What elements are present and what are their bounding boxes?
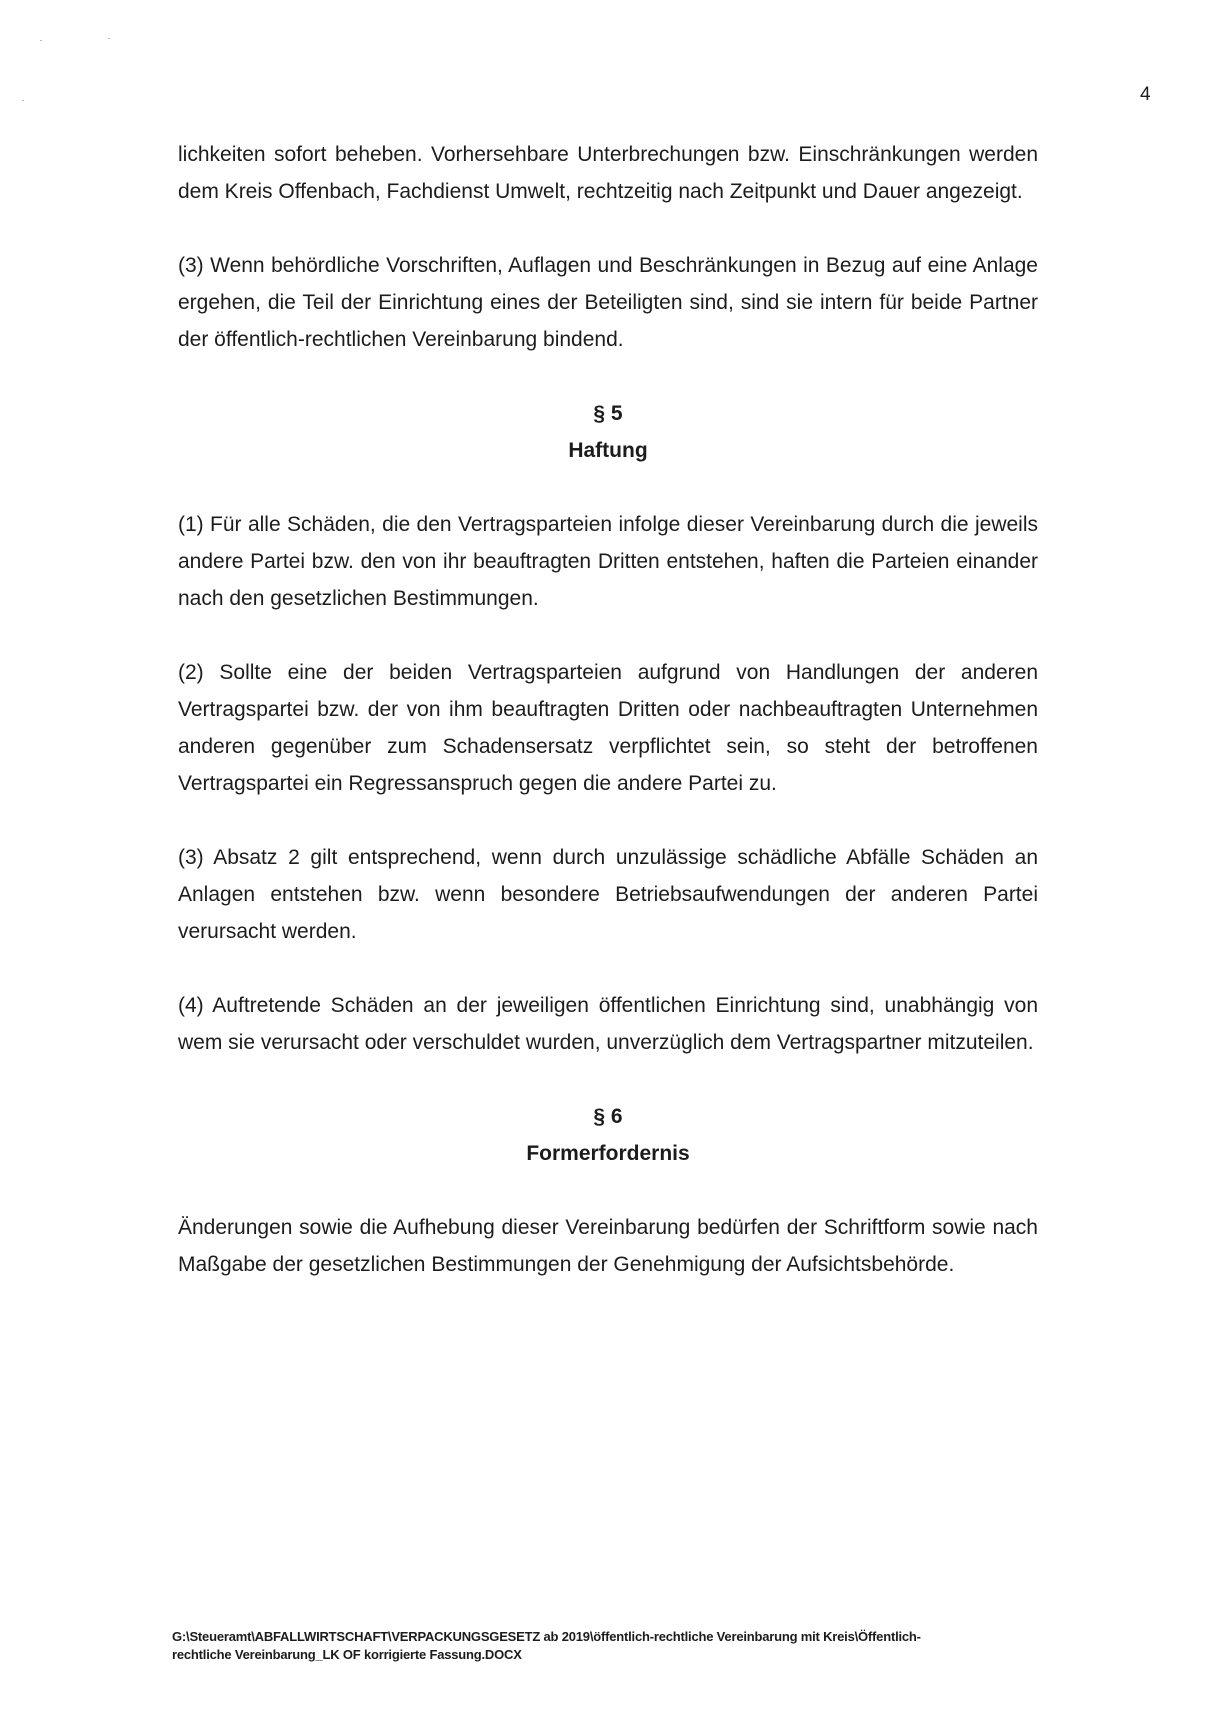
file-path-footer	[172, 1628, 1072, 1664]
scan-speck	[40, 40, 42, 41]
footer-line-2: rechtliche Vereinbarung_LK OF korrigierte Fassung.DOCX	[172, 1647, 522, 1662]
paragraph-continuation: lichkeiten sofort beheben. Vorhersehbare Unterbrechungen bzw. Einschränkungen werden dem Kreis Offenbach, Fachdienst Umwelt, rechtzeitig nach Zeitpunkt und Dauer angezeigt.	[178, 143, 1038, 203]
section-6-title: Formerfordernis	[526, 1142, 690, 1165]
scan-speck	[22, 100, 24, 101]
page-number: 4	[1140, 84, 1151, 105]
paragraph-5-2: (2) Sollte eine der beiden Vertragsparteien aufgrund von Handlungen der anderen Vertragspartei bzw. der von ihm beauftragten Dritten oder nachbeauftragten Unternehmen anderen gegenüber zum Schadensersatz verpflichtet sein, so steht der betroffenen Vertragspartei ein Regressanspruch gegen die andere Partei zu.	[178, 661, 1038, 795]
footer-line-1: G:\Steueramt\ABFALLWIRTSCHAFT\VERPACKUNGSGESETZ ab 2019\öffentlich-rechtliche Vereinbarung mit Kreis\Öffentlich-	[172, 1629, 921, 1644]
document-body	[178, 136, 1038, 1283]
paragraph-6: Änderungen sowie die Aufhebung dieser Vereinbarung bedürfen der Schriftform sowie nach Maßgabe der gesetzlichen Bestimmungen der Genehmigung der Aufsichtsbehörde.	[178, 1216, 1038, 1276]
paragraph-4-3: (3) Wenn behördliche Vorschriften, Auflagen und Beschränkungen in Bezug auf eine Anlage ergehen, die Teil der Einrichtung eines der Beteiligten sind, sind sie intern für beide Partner der öffentlich-rechtlichen Vereinbarung bindend.	[178, 254, 1038, 351]
section-5-title: Haftung	[568, 439, 648, 462]
paragraph-5-4: (4) Auftretende Schäden an der jeweiligen öffentlichen Einrichtung sind, unabhängig von wem sie verursacht oder verschuldet wurden, unverzüglich dem Vertragspartner mitzuteilen.	[178, 994, 1038, 1054]
section-5-number: § 5	[593, 402, 623, 425]
paragraph-5-3: (3) Absatz 2 gilt entsprechend, wenn durch unzulässige schädliche Abfälle Schäden an Anlagen entstehen bzw. wenn besondere Betriebsaufwendungen der anderen Partei verursacht werden.	[178, 846, 1038, 943]
scan-speck	[108, 38, 110, 39]
section-6-number: § 6	[593, 1105, 623, 1128]
paragraph-5-1: (1) Für alle Schäden, die den Vertragsparteien infolge dieser Vereinbarung durch die jeweils andere Partei bzw. den von ihr beauftragten Dritten entstehen, haften die Parteien einander nach den gesetzlichen Bestimmungen.	[178, 513, 1038, 610]
